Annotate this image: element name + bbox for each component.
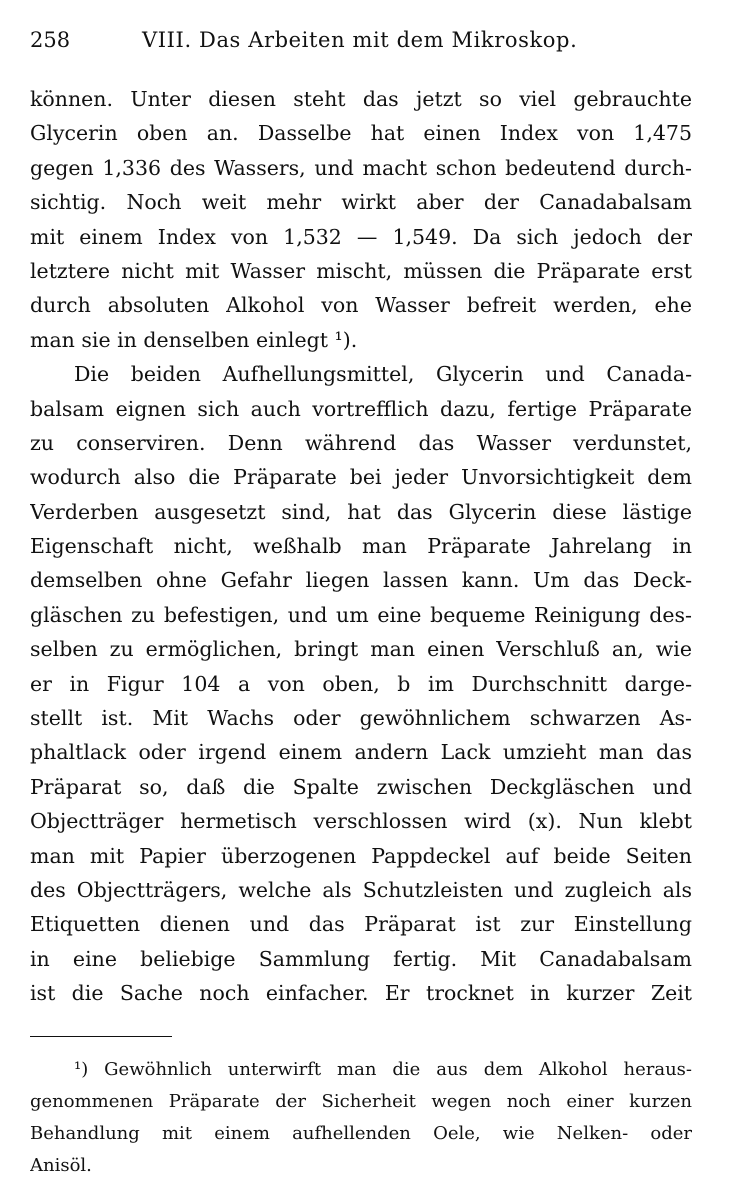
text-line: demselben ohne Gefahr liegen lassen kann. Um das Deck- xyxy=(30,568,692,593)
text-line: er in Figur 104 a von oben, b im Durchschnitt darge- xyxy=(30,671,692,696)
text-line: Präparat so, daß die Spalte zwischen Deckgläschen und xyxy=(30,774,692,799)
text-line: ist die Sache noch einfacher. Er trocknet in kurzer Zeit xyxy=(30,981,692,1006)
text-line: Glycerin oben an. Dasselbe hat einen Index von 1,475 xyxy=(30,121,692,146)
footnotes xyxy=(30,1054,692,1182)
running-head: VIII. Das Arbeiten mit dem Mikroskop. xyxy=(142,28,578,52)
text-line: balsam eignen sich auch vortrefflich dazu, fertige Präparate xyxy=(30,396,692,421)
body-text xyxy=(30,82,692,1011)
text-line: Die beiden Aufhellungsmittel, Glycerin und Canada- xyxy=(74,362,692,387)
text-line: wodurch also die Präparate bei jeder Unvorsichtigkeit dem xyxy=(30,465,692,490)
footnote-line: genommenen Präparate der Sicherheit wegen noch einer kurzen xyxy=(30,1091,692,1112)
footnote-line: Behandlung mit einem aufhellenden Oele, wie Nelken- oder xyxy=(30,1123,692,1144)
text-line: selben zu ermöglichen, bringt man einen Verschluß an, wie xyxy=(30,637,692,662)
text-line: gläschen zu befestigen, und um eine bequeme Reinigung des- xyxy=(30,602,692,627)
text-line: letztere nicht mit Wasser mischt, müssen die Präparate erst xyxy=(30,258,692,283)
page-header xyxy=(30,22,702,58)
text-line: mit einem Index von 1,532 — 1,549. Da sich jedoch der xyxy=(30,224,692,249)
text-line: in eine beliebige Sammlung fertig. Mit Canadabalsam xyxy=(30,946,692,971)
footnote-line: ¹) Gewöhnlich unterwirft man die aus dem Alkohol heraus- xyxy=(74,1059,692,1080)
text-line: Etiquetten dienen und das Präparat ist zur Einstellung xyxy=(30,912,692,937)
footnote-divider xyxy=(30,1036,172,1037)
text-line: man sie in denselben einlegt ¹). xyxy=(30,327,358,352)
text-line: Objectträger hermetisch verschlossen wird (x). Nun klebt xyxy=(30,809,692,834)
text-line: Eigenschaft nicht, weßhalb man Präparate Jahrelang in xyxy=(30,534,692,559)
text-line: man mit Papier überzogenen Pappdeckel auf beide Seiten xyxy=(30,843,692,868)
text-line: können. Unter diesen steht das jetzt so viel gebrauchte xyxy=(30,87,692,111)
page-number: 258 xyxy=(30,28,71,52)
text-line: durch absoluten Alkohol von Wasser befreit werden, ehe xyxy=(30,293,692,318)
text-line: stellt ist. Mit Wachs oder gewöhnlichem schwarzen As- xyxy=(30,706,692,731)
text-line: Verderben ausgesetzt sind, hat das Glycerin diese lästige xyxy=(30,499,692,524)
text-line: sichtig. Noch weit mehr wirkt aber der Canadabalsam xyxy=(30,190,692,215)
text-line: phaltlack oder irgend einem andern Lack umzieht man das xyxy=(30,740,692,765)
text-line: des Objectträgers, welche als Schutzleisten und zugleich als xyxy=(30,877,692,902)
text-line: zu conserviren. Denn während das Wasser verdunstet, xyxy=(30,430,692,455)
footnote-line: Anisöl. xyxy=(30,1155,92,1176)
text-line: gegen 1,336 des Wassers, und macht schon bedeutend durch- xyxy=(30,155,692,180)
